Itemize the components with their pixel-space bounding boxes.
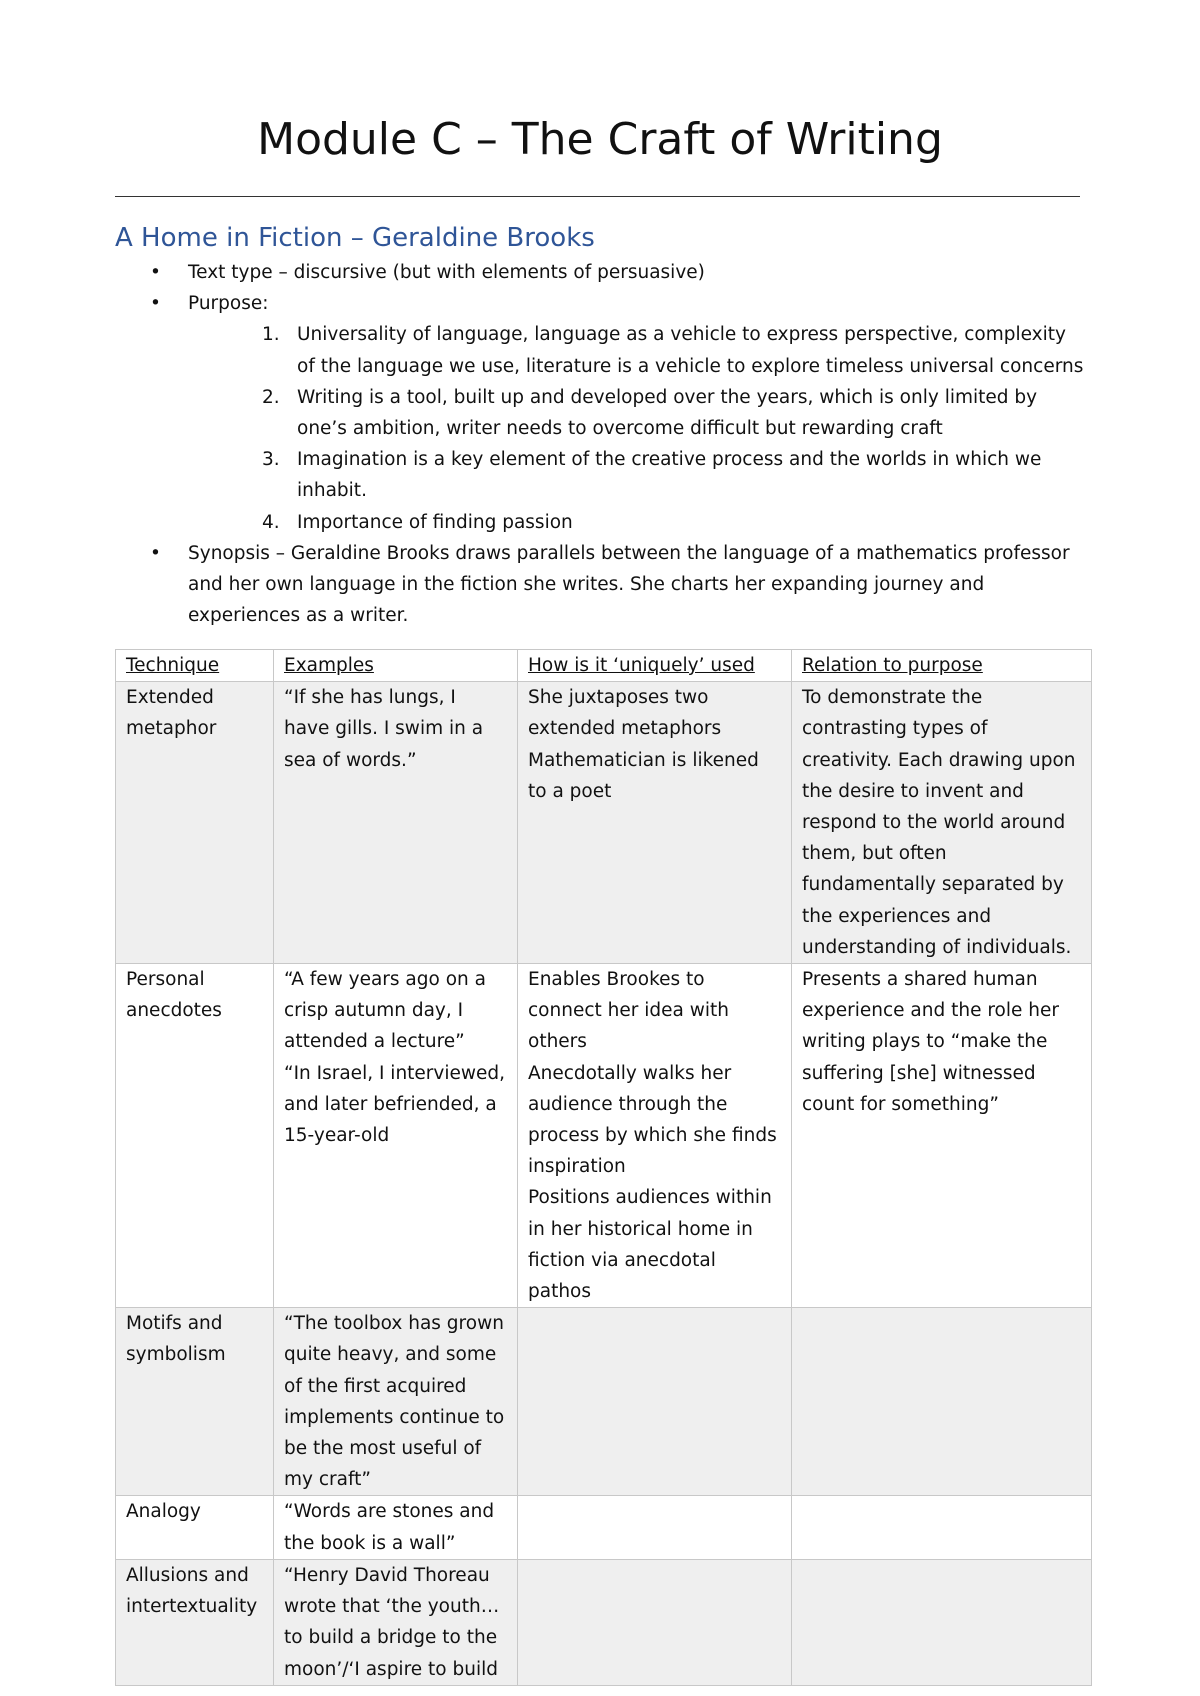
how-used-cell [518, 1559, 792, 1685]
how-used-text: Anecdotally walks her audience through the process by which she finds inspiration [528, 1062, 777, 1178]
table-row [116, 682, 1092, 964]
technique-cell: Analogy [116, 1496, 274, 1559]
purpose-text: Writing is a tool, built up and developed over the years, which is only limited by one’s ambition, writer needs to overcome difficult but rewarding craft [297, 386, 1038, 440]
purpose-item [0, 319, 1200, 381]
column-header: How is it ‘uniquely’ used [518, 650, 792, 682]
example-text: “In Israel, I interviewed, and later befriended, a 15-year-old [284, 1062, 506, 1147]
relation-cell: Presents a shared human experience and the role her writing plays to “make the suffering [she] witnessed count for something” [792, 964, 1092, 1308]
synopsis-text: Synopsis – Geraldine Brooks draws parallels between the language of a mathematics professor and her own language in the fiction she writes. She charts her expanding journey and experiences as a writer. [188, 542, 1070, 627]
example-text: “If she has lungs, I have gills. I swim in a sea of words.” [284, 687, 484, 771]
technique-cell: Motifs and symbolism [116, 1308, 274, 1496]
example-text: “A few years ago on a crisp autumn day, I attended a lecture” [284, 969, 486, 1053]
table-row [116, 964, 1092, 1308]
bullet-dot: • [150, 542, 161, 564]
title-divider [115, 196, 1080, 197]
how-used-cell [518, 1308, 792, 1496]
examples-cell [274, 682, 518, 964]
column-header: Relation to purpose [792, 650, 1092, 682]
purpose-label: Purpose: [188, 293, 269, 315]
relation-cell [792, 1496, 1092, 1559]
purpose-item [0, 382, 1200, 444]
bullet-dot: • [150, 293, 161, 315]
how-used-cell [518, 1496, 792, 1559]
relation-cell: To demonstrate the contrasting types of creativity. Each drawing upon the desire to invent and respond to the world around them, but often fundamentally separated by the experiences and understanding of individuals. [792, 682, 1092, 964]
bullet-purpose [0, 288, 1200, 319]
table-row [116, 1559, 1092, 1685]
how-used-text: Positions audiences within in her historical home in fiction via anecdotal pathos [528, 1187, 772, 1303]
purpose-number: 2. [262, 386, 280, 408]
purpose-text: Importance of finding passion [297, 511, 573, 533]
how-used-text: She juxtaposes two extended metaphors [528, 687, 722, 740]
how-used-cell [518, 682, 792, 964]
technique-cell: Personal anecdotes [116, 964, 274, 1308]
table-row [116, 1308, 1092, 1496]
purpose-text: Universality of language, language as a vehicle to express perspective, complexity of the language we use, literature is a vehicle to explore timeless universal concerns [297, 324, 1084, 377]
examples-cell [274, 1559, 518, 1685]
techniques-table [115, 649, 1092, 1686]
text-type-text: Text type – discursive (but with elements of persuasive) [188, 262, 705, 283]
purpose-text: Imagination is a key element of the creative process and the worlds in which we inhabit. [297, 449, 1042, 502]
section-heading: A Home in Fiction – Geraldine Brooks [115, 223, 595, 253]
technique-cell: Allusions and intertextuality [116, 1559, 274, 1685]
bullet-synopsis [0, 538, 1200, 632]
examples-cell [274, 1308, 518, 1496]
example-text: “Words are stones and the book is a wall” [284, 1501, 495, 1554]
example-text: “Henry David Thoreau wrote that ‘the youth… to build a bridge to the moon’/‘I aspire to build [284, 1564, 500, 1680]
bullet-text-type [0, 257, 1200, 288]
purpose-number: 4. [262, 511, 280, 533]
how-used-text: Enables Brookes to connect her idea with others [528, 969, 729, 1053]
purpose-item [0, 444, 1200, 506]
purpose-item [0, 507, 1200, 538]
technique-cell: Extended metaphor [116, 682, 274, 964]
purpose-number: 3. [262, 449, 280, 471]
how-used-cell [518, 964, 792, 1308]
relation-cell [792, 1559, 1092, 1685]
page-title: Module C – The Craft of Writing [257, 114, 943, 165]
example-text: “The toolbox has grown quite heavy, and some of the first acquired implements continue to be the most useful of my craft” [284, 1313, 505, 1491]
column-header: Technique [116, 650, 274, 682]
table-row [116, 1496, 1092, 1559]
bullet-dot: • [150, 262, 161, 283]
how-used-text: Mathematician is likened to a poet [528, 749, 759, 802]
notes-body [0, 257, 1200, 631]
column-header: Examples [274, 650, 518, 682]
examples-cell [274, 1496, 518, 1559]
examples-cell [274, 964, 518, 1308]
purpose-number: 1. [262, 324, 280, 346]
table-header-row [116, 650, 1092, 682]
relation-cell [792, 1308, 1092, 1496]
